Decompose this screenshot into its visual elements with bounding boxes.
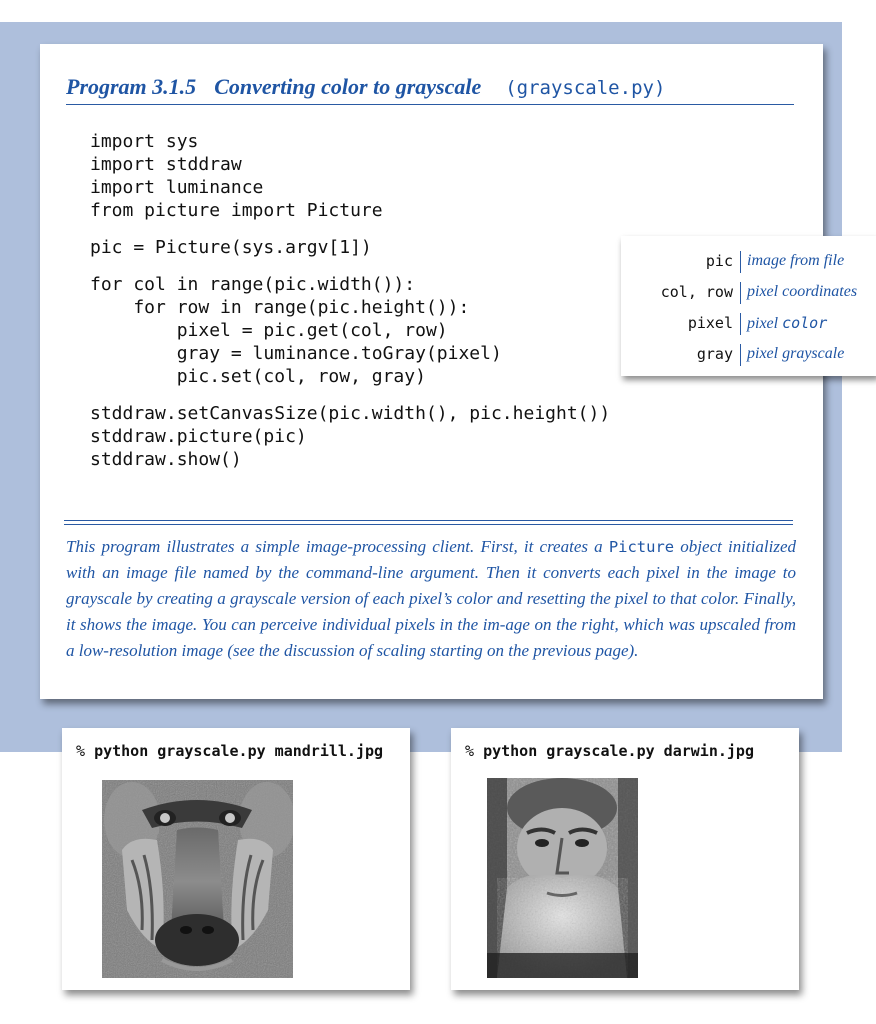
program-title <box>66 74 794 105</box>
darwin-grayscale-image <box>487 778 638 978</box>
code-line: stddraw.show() <box>90 449 242 470</box>
code-line: for col in range(pic.width()): <box>90 274 416 295</box>
code-line: pixel = pic.get(col, row) <box>90 320 448 341</box>
legend-row: gray pixel grayscale <box>621 339 876 369</box>
legend-row: pic image from file <box>621 246 876 276</box>
mandrill-output-card <box>62 728 410 990</box>
variable-legend <box>621 236 876 376</box>
code-line: pic = Picture(sys.argv[1]) <box>90 237 372 258</box>
code-line: stddraw.setCanvasSize(pic.width(), pic.height()) <box>90 403 611 424</box>
mandrill-command: % python grayscale.py mandrill.jpg <box>76 742 384 760</box>
code-line: import luminance <box>90 177 264 198</box>
mandrill-grayscale-image <box>102 780 293 978</box>
code-line: gray = luminance.toGray(pixel) <box>90 343 502 364</box>
darwin-command: % python grayscale.py darwin.jpg <box>465 742 754 760</box>
program-filename: (grayscale.py) <box>505 77 666 99</box>
double-rule <box>64 520 793 525</box>
code-line: pic.set(col, row, gray) <box>90 366 426 387</box>
program-description: This program illustrates a simple image-processing client. First, it creates a Picture object initialized with an image file named by the command-line argument. Then it converts each pixel in the image to grayscale by creating a grayscale version of each pixel’s color and resetting the pixel to that color. Finally, it shows the image. You can perceive individual pixels in the im-age on the right, which was upscaled from a low-resolution image (see the discussion of scaling starting on the previous page). <box>66 537 796 660</box>
darwin-output-card <box>451 728 799 990</box>
code-line: stddraw.picture(pic) <box>90 426 307 447</box>
code-line: import sys <box>90 131 199 152</box>
code-block <box>90 130 610 471</box>
program-name: Converting color to grayscale <box>214 74 482 99</box>
code-picture: Picture <box>608 538 675 556</box>
legend-row: col, row pixel coordinates <box>621 277 876 307</box>
code-line: import stddraw <box>90 154 242 175</box>
legend-row: pixel pixel color <box>621 308 876 338</box>
program-label: Program 3.1.5 <box>66 74 197 99</box>
code-line: for row in range(pic.height()): <box>90 297 470 318</box>
code-line: from picture import Picture <box>90 200 383 221</box>
